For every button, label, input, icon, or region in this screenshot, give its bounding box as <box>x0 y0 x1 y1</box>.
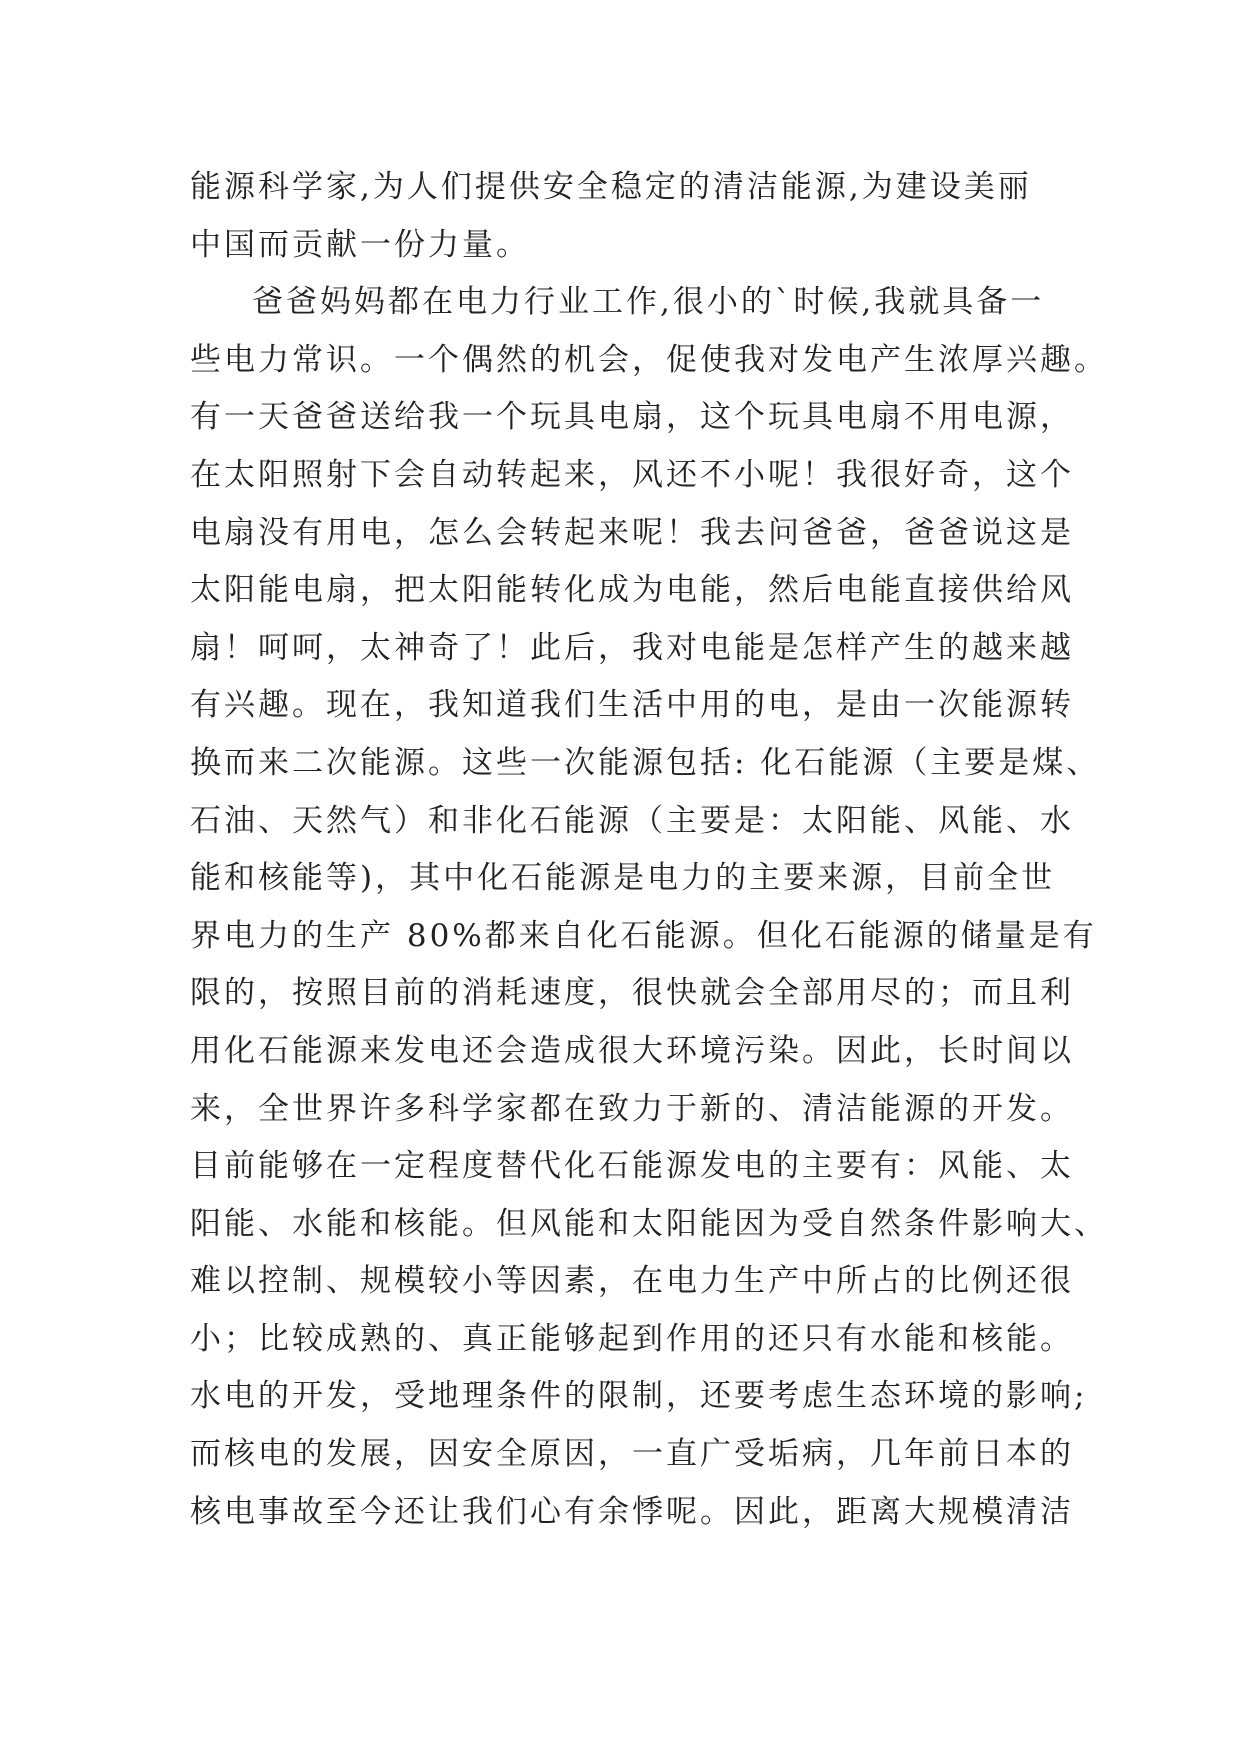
paragraph-2 <box>190 274 1108 1541</box>
text-line: 水电的开发，受地理条件的限制，还要考虑生态环境的影响; <box>190 1378 1088 1415</box>
text-line: 在太阳照射下会自动转起来，风还不小呢！我很好奇，这个 <box>190 456 1074 493</box>
text-line: 难以控制、规模较小等因素，在电力生产中所占的比例还很 <box>190 1263 1074 1300</box>
text-line: 用化石能源来发电还会造成很大环境污染。因此，长时间以 <box>190 1032 1074 1069</box>
text-line: 阳能、水能和核能。但风能和太阳能因为受自然条件影响大、 <box>190 1205 1108 1242</box>
text-line: 爸爸妈妈都在电力行业工作,很小的`时候,我就具备一 <box>252 284 1045 321</box>
paragraph-1 <box>190 159 1070 274</box>
text-line: 核电事故至今还让我们心有余悸呢。因此，距离大规模清洁 <box>190 1493 1074 1530</box>
body-text <box>190 159 1108 1541</box>
text-line: 中国而贡献一份力量。 <box>190 226 530 263</box>
text-line: 电扇没有用电，怎么会转起来呢！我去问爸爸，爸爸说这是 <box>190 514 1074 551</box>
text-line: 来，全世界许多科学家都在致力于新的、清洁能源的开发。 <box>190 1090 1074 1127</box>
text-line: 小；比较成熟的、真正能够起到作用的还只有水能和核能。 <box>190 1320 1074 1357</box>
text-line: 能源科学家,为人们提供安全稳定的清洁能源,为建设美丽 <box>190 169 1032 205</box>
text-line: 扇！呵呵，太神奇了！此后，我对电能是怎样产生的越来越 <box>190 629 1074 666</box>
text-line: 有一天爸爸送给我一个玩具电扇，这个玩具电扇不用电源， <box>190 399 1074 436</box>
text-line: 石油、天然气）和非化石能源（主要是：太阳能、风能、水 <box>190 802 1074 839</box>
text-line: 而核电的发展，因安全原因，一直广受垢病，几年前日本的 <box>190 1436 1074 1473</box>
text-line: 些电力常识。一个偶然的机会，促使我对发电产生浓厚兴趣。 <box>190 341 1108 378</box>
text-line: 有兴趣。现在，我知道我们生活中用的电，是由一次能源转 <box>190 687 1074 724</box>
text-line: 目前能够在一定程度替代化石能源发电的主要有：风能、太 <box>190 1148 1074 1185</box>
text-line: 能和核能等)，其中化石能源是电力的主要来源，目前全世 <box>190 860 1056 897</box>
text-line: 换而来二次能源。这些一次能源包括: 化石能源（主要是煤、 <box>190 744 1101 781</box>
text-line: 限的，按照目前的消耗速度，很快就会全部用尽的；而且利 <box>190 975 1074 1012</box>
text-line: 太阳能电扇，把太阳能转化成为电能，然后电能直接供给风 <box>190 572 1074 609</box>
text-line: 界电力的生产 80%都来自化石能源。但化石能源的储量是有 <box>190 917 1097 954</box>
